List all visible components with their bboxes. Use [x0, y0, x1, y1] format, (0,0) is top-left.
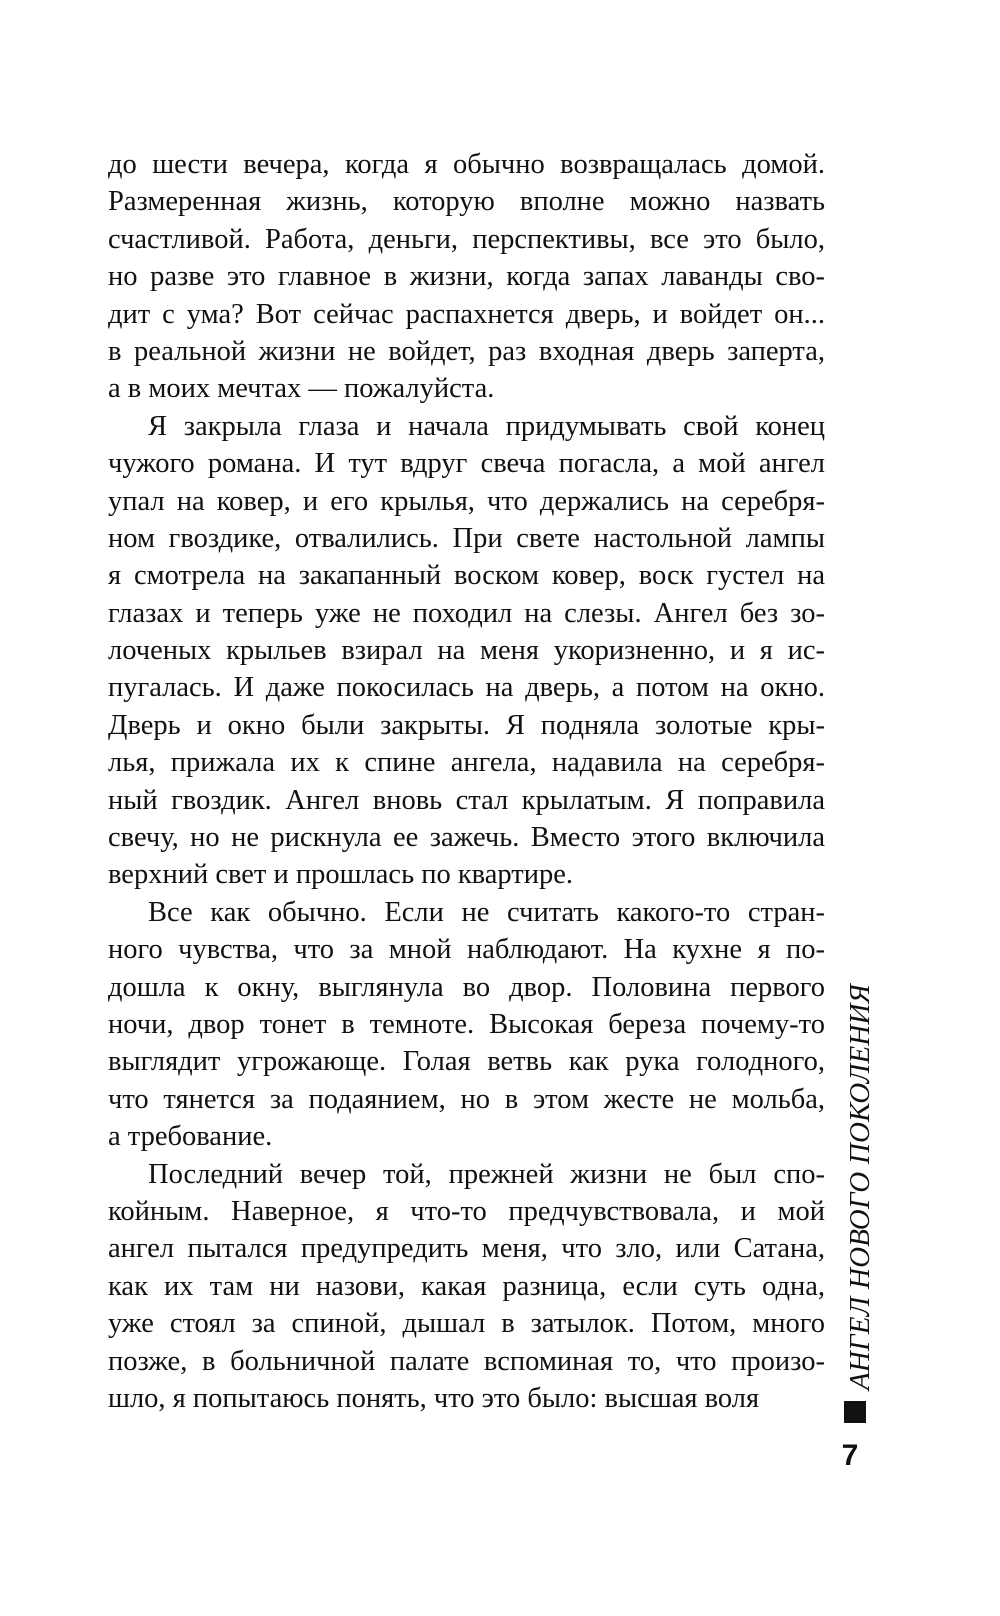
running-title-marker [844, 1401, 866, 1423]
text-line: Все как обычно. Если не считать какого-то стран- [148, 896, 825, 928]
text-line: до шести вечера, когда я обычно возвращалась домой. [108, 149, 825, 180]
text-line: пугалась. И даже покосилась на дверь, а потом на окно. [108, 672, 825, 704]
text-line: ночи, двор тонет в темноте. Высокая береза почему-то [108, 1008, 825, 1040]
text-line: Размеренная жизнь, которую вполне можно назвать [108, 186, 825, 218]
text-line: лоченых крыльев взирал на меня укоризненно, и я ис- [108, 635, 825, 667]
text-line: как их там ни назови, какая разница, если суть одна, [108, 1270, 825, 1302]
text-line: а требование. [108, 1121, 273, 1153]
paragraph [108, 1156, 825, 1418]
text-line: Последний вечер той, прежней жизни не был спо- [148, 1158, 825, 1190]
text-line: ном гвоздике, отвалились. При свете настольной лампы [108, 522, 825, 554]
text-line: позже, в больничной палате вспоминая то, что произо- [108, 1345, 825, 1377]
running-title [838, 975, 874, 1390]
text-line: выглядит угрожающе. Голая ветвь как рука голодного, [108, 1046, 825, 1078]
text-line: дошла к окну, выглянула во двор. Половина первого [108, 971, 825, 1003]
text-line: верхний свет и прошлась по квартире. [108, 859, 574, 891]
text-line: что тянется за подаянием, но в этом жесте не мольба, [108, 1083, 825, 1115]
page-number: 7 [841, 1439, 859, 1472]
text-line: шло, я попытаюсь понять, что это было: высшая воля [108, 1382, 760, 1414]
text-line: а в моих мечтах — пожалуйста. [108, 373, 495, 405]
text-line: но разве это главное в жизни, когда запах лаванды сво- [108, 261, 825, 293]
paragraph [108, 146, 825, 408]
text-line: в реальной жизни не войдет, раз входная дверь заперта, [108, 335, 825, 367]
text-line: Я закрыла глаза и начала придумывать свой конец [148, 410, 825, 442]
text-line: глазах и теперь уже не походил на слезы. Ангел без зо- [108, 597, 825, 629]
running-title-text: АНГЕЛ НОВОГО ПОКОЛЕНИЯ [844, 984, 876, 1390]
text-line: чужого романа. И тут вдруг свеча погасла, а мой ангел [108, 448, 825, 480]
text-line: ный гвоздик. Ангел вновь стал крылатым. Я поправила [108, 784, 825, 816]
text-line: я смотрела на закапанный воском ковер, воск густел на [108, 560, 825, 592]
text-line: свечу, но не рискнула ее зажечь. Вместо этого включила [108, 822, 825, 854]
text-line: уже стоял за спиной, дышал в затылок. Потом, много [108, 1308, 825, 1340]
text-line: дит с ума? Вот сейчас распахнется дверь, и войдет он... [108, 298, 825, 330]
text-line: ного чувства, что за мной наблюдают. На кухне я по- [108, 934, 825, 966]
body-text [108, 146, 825, 1417]
text-line: счастливой. Работа, деньги, перспективы, все это было, [108, 223, 825, 255]
text-line: койным. Наверное, я что-то предчувствовала, и мой [108, 1195, 825, 1227]
paragraph [108, 408, 825, 894]
paragraph [108, 894, 825, 1156]
text-line: лья, прижала их к спине ангела, надавила на серебря- [108, 747, 825, 779]
text-line: упал на ковер, и его крылья, что держались на серебря- [108, 485, 825, 517]
text-line: Дверь и окно были закрыты. Я подняла золотые кры- [108, 709, 825, 741]
text-line: ангел пытался предупредить меня, что зло, или Сатана, [108, 1233, 825, 1265]
